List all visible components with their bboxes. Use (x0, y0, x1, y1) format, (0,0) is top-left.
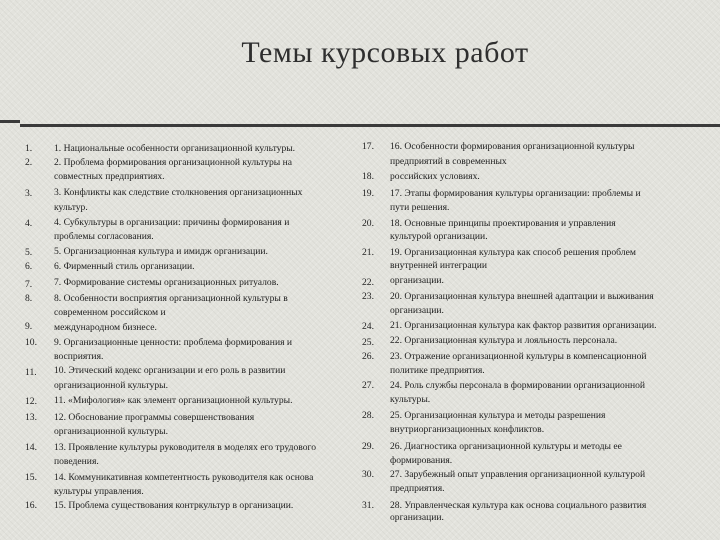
topic-text-line: совместных предприятиях. (54, 171, 165, 182)
topic-text-line: 7. Формирование системы организационных ритуалов. (54, 277, 279, 288)
topic-text-line: 4. Субкультуры в организации: причины формирования и (54, 217, 290, 228)
topic-text-line: современном российском и (54, 307, 166, 318)
topic-text-line: внутренней интеграции (390, 260, 487, 271)
topic-text-line: 2. Проблема формирования организационной культуры на (54, 157, 293, 168)
page-title: Темы курсовых работ (241, 36, 529, 69)
topic-number: 11. (25, 367, 37, 378)
topic-text-line: 21. Организационная культура как фактор развития организации. (390, 320, 657, 331)
topic-number: 31. (362, 500, 374, 511)
topic-number: 20. (362, 218, 374, 229)
topic-text-line: 26. Диагностика организационной культуры и методы ее (390, 441, 622, 452)
topic-text-line: 20. Организационная культура внешней адаптации и выживания (390, 291, 654, 302)
topic-text-line: культуры управления. (54, 486, 144, 497)
topic-text-line: культур. (54, 202, 88, 213)
topic-text-line: культуры. (390, 394, 431, 405)
topic-number: 15. (25, 472, 37, 483)
topic-text-line: предприятий в современных (390, 156, 507, 167)
topic-number: 7. (25, 279, 33, 290)
topic-text-line: международном бизнесе. (54, 322, 157, 333)
topic-number: 14. (25, 442, 37, 453)
topic-text-line: пути решения. (390, 202, 450, 213)
topic-number: 9. (25, 321, 33, 332)
topic-text-line: 13. Проявление культуры руководителя в моделях его трудового (54, 442, 317, 453)
topic-number: 3. (25, 188, 33, 199)
topic-number: 5. (25, 247, 33, 258)
topic-text-line: формирования. (390, 455, 453, 466)
topic-number: 1. (25, 143, 33, 154)
topic-number: 29. (362, 441, 374, 452)
topic-text-line: 16. Особенности формирования организационной культуры (390, 141, 635, 152)
topic-number: 2. (25, 157, 33, 168)
topic-text-line: политике предприятия. (390, 365, 485, 376)
topic-number: 12. (25, 396, 37, 407)
topic-text-line: проблемы согласования. (54, 231, 154, 242)
topic-number: 10. (25, 337, 37, 348)
topic-text-line: 28. Управленческая культура как основа социального развития (390, 500, 647, 511)
topic-number: 4. (25, 218, 33, 229)
topic-text-line: 17. Этапы формирования культуры организации: проблемы и (390, 188, 641, 199)
topic-number: 13. (25, 412, 37, 423)
topic-number: 8. (25, 293, 33, 304)
topic-text-line: 19. Организационная культура как способ решения проблем (390, 247, 636, 258)
topic-text-line: 22. Организационная культура и лояльность персонала. (390, 335, 618, 346)
topic-text-line: 18. Основные принципы проектирования и управления (390, 218, 616, 229)
topic-text-line: 11. «Мифология» как элемент организационной культуры. (54, 395, 293, 406)
topic-number: 25. (362, 337, 374, 348)
topic-text-line: организации. (390, 275, 444, 286)
topic-text-line: 6. Фирменный стиль организации. (54, 261, 195, 272)
topic-text-line: 10. Этический кодекс организации и его роль в развитии (54, 365, 286, 376)
topic-text-line: 14. Коммуникативная компетентность руководителя как основа (54, 472, 314, 483)
topic-text-line: 1. Национальные особенности организационной культуры. (54, 143, 296, 154)
topic-text-line: 15. Проблема существования контркультур в организации. (54, 500, 294, 511)
topic-number: 16. (25, 500, 37, 511)
topic-number: 22. (362, 277, 374, 288)
topic-text-line: 5. Организационная культура и имидж организации. (54, 246, 268, 257)
topic-text-line: восприятия. (54, 351, 104, 362)
topic-text-line: организации. (390, 512, 444, 523)
topic-text-line: организационной культуры. (54, 426, 168, 437)
topic-number: 17. (362, 141, 374, 152)
topic-number: 27. (362, 380, 374, 391)
topic-text-line: поведения. (54, 456, 99, 467)
topic-text-line: 9. Организационные ценности: проблема формирования и (54, 337, 293, 348)
topic-text-line: 27. Зарубежный опыт управления организационной культурой (390, 469, 646, 480)
topic-text-line: российских условиях. (390, 171, 480, 182)
title-rule (20, 124, 720, 127)
topic-text-line: 25. Организационная культура и методы разрешения (390, 410, 606, 421)
topic-text-line: внутриорганизационных конфликтов. (390, 424, 545, 435)
title-rule-left (0, 120, 20, 123)
topic-text-line: 3. Конфликты как следствие столкновения организационных (54, 187, 303, 198)
topic-number: 26. (362, 351, 374, 362)
topic-number: 19. (362, 188, 374, 199)
topic-number: 28. (362, 410, 374, 421)
topic-text-line: 12. Обоснование программы совершенствования (54, 412, 255, 423)
topic-number: 21. (362, 247, 374, 258)
topic-text-line: организационной культуры. (54, 380, 168, 391)
topic-number: 30. (362, 469, 374, 480)
topic-text-line: 24. Роль службы персонала в формировании организационной (390, 380, 646, 391)
topic-number: 6. (25, 261, 33, 272)
topic-number: 23. (362, 291, 374, 302)
topic-text-line: предприятия. (390, 483, 445, 494)
topic-text-line: 8. Особенности восприятия организационной культуры в (54, 293, 288, 304)
topic-text-line: организации. (390, 305, 444, 316)
topic-number: 18. (362, 171, 374, 182)
topic-text-line: 23. Отражение организационной культуры в компенсационной (390, 351, 647, 362)
topic-text-line: культурой организации. (390, 231, 488, 242)
topic-number: 24. (362, 321, 374, 332)
